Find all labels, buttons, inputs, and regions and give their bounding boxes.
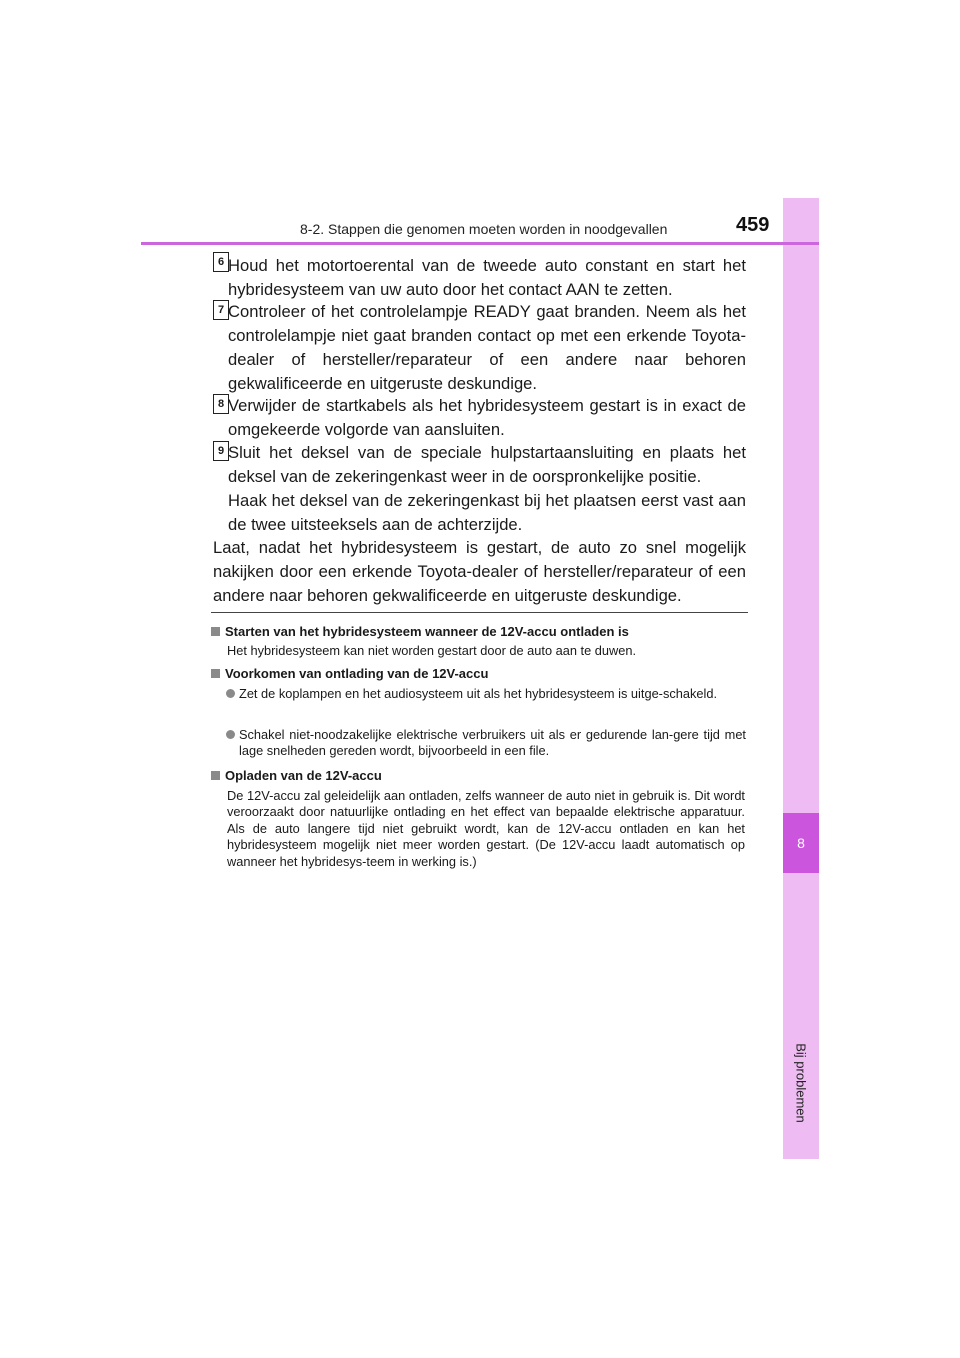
closing-paragraph: Laat, nadat het hybridesysteem is gestart, de auto zo snel mogelijk nakijken door een erkende Toyota-dealer of hersteller/reparateur of een andere naar behoren gekwalificeerde en uitgeruste deskundige. xyxy=(213,538,746,605)
page-number: 459 xyxy=(736,214,770,236)
circle-bullet-icon xyxy=(226,730,235,739)
step-6 xyxy=(228,254,746,302)
note-heading-3-text: Opladen van de 12V-accu xyxy=(225,768,382,783)
step-9-text: Sluit het deksel van de speciale hulpstartaansluiting en plaats het deksel van de zekeringenkast weer in de oorspronkelijke positie. xyxy=(228,443,746,486)
note-heading-2 xyxy=(211,665,488,682)
step-number-8: 8 xyxy=(213,394,229,414)
note-bullet-1 xyxy=(227,686,746,702)
chapter-number-box xyxy=(783,813,819,873)
chapter-side-tab xyxy=(783,198,819,1159)
circle-bullet-icon xyxy=(226,689,235,698)
section-title: 8-2. Stappen die genomen moeten worden in noodgevallen xyxy=(300,221,668,237)
chapter-label-holder xyxy=(783,1043,819,1123)
note-bullet-1-text: Zet de koplampen en het audiosysteem uit als het hybridesysteem is uitge-schakeld. xyxy=(239,686,718,701)
square-bullet-icon xyxy=(211,627,220,636)
step-9 xyxy=(228,441,746,537)
note-heading-3 xyxy=(211,767,382,784)
note-text-1: Het hybridesysteem kan niet worden gestart door de auto aan te duwen. xyxy=(227,643,637,658)
note-text-3: De 12V-accu zal geleidelijk aan ontladen, zelfs wanneer de auto niet in gebruik is. Dit wordt veroorzaakt door natuurlijke ontlading en het effect van bepaalde elektrische apparatuur. Als de auto langere tijd niet gebruikt wordt, kan de 12V-accu ontladen en kan het hybridesysteem mogelijk niet meer worden gestart. (De 12V-accu laadt automatisch op wanneer het hybridesys-teem in werking is.) xyxy=(227,788,745,869)
step-7-text: Controleer of het controlelampje READY gaat branden. Neem als het controlelampje niet gaat branden contact op met een erkende Toyota-dealer of hersteller/reparateur of een andere naar behoren gekwalificeerde en uitgeruste deskundige. xyxy=(228,302,746,393)
step-8 xyxy=(228,394,746,442)
step-number-7: 7 xyxy=(213,300,229,320)
square-bullet-icon xyxy=(211,669,220,678)
notes-divider xyxy=(211,612,748,613)
note-bullet-2-text: Schakel niet-noodzakelijke elektrische verbruikers uit als er gedurende lan-gere tijd met lage snelheden gereden wordt, bijvoorbeeld in een file. xyxy=(239,727,746,759)
step-9-text-continued: Haak het deksel van de zekeringenkast bij het plaatsen eerst vast aan de twee uitsteeksels aan de achterzijde. xyxy=(228,491,746,534)
header-rule xyxy=(141,242,819,245)
chapter-number: 8 xyxy=(797,835,805,851)
note-heading-1 xyxy=(211,623,629,640)
step-8-text: Verwijder de startkabels als het hybridesysteem gestart is in exact de omgekeerde volgorde van aansluiten. xyxy=(228,396,746,439)
note-bullet-2 xyxy=(227,727,746,760)
step-7 xyxy=(228,300,746,396)
step-6-text: Houd het motortoerental van de tweede auto constant en start het hybridesysteem van uw auto door het contact AAN te zetten. xyxy=(228,256,746,299)
step-number-6: 6 xyxy=(213,252,229,272)
chapter-label: Bij problemen xyxy=(793,1043,809,1123)
note-heading-1-text: Starten van het hybridesysteem wanneer de 12V-accu ontladen is xyxy=(225,624,629,639)
square-bullet-icon xyxy=(211,771,220,780)
step-number-9: 9 xyxy=(213,441,229,461)
note-heading-2-text: Voorkomen van ontlading van de 12V-accu xyxy=(225,666,489,681)
